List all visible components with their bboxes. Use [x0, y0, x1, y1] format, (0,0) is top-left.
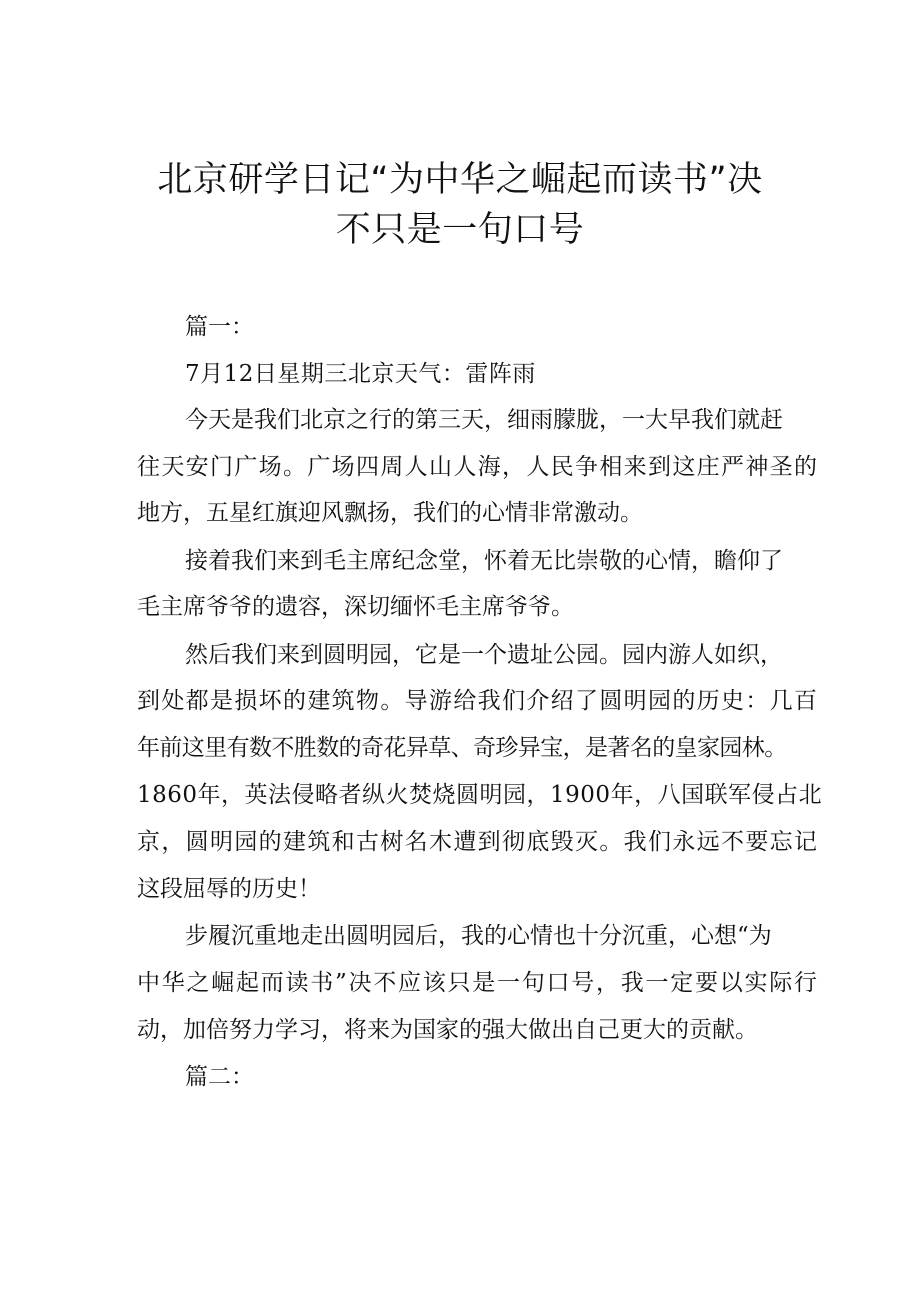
paragraph-4-line-1: 步履沉重地走出圆明园后，我的心情也十分沉重，心想“为 [185, 923, 772, 949]
document-title-line-2: 不只是一句口号 [335, 210, 585, 250]
paragraph-3-line-4: 1860年，英法侵略者纵火焚烧圆明园，1900年，八国联军侵占北 [137, 782, 823, 808]
paragraph-3-line-6: 这段屈辱的历史！ [137, 876, 321, 902]
diary-date-line: 7月12日星期三北京天气：雷阵雨 [185, 361, 536, 387]
paragraph-2-line-2: 毛主席爷爷的遗容，深切缅怀毛主席爷爷。 [137, 594, 574, 620]
paragraph-4-line-2: 中华之崛起而读书”决不应该只是一句口号，我一定要以实际行 [137, 970, 817, 996]
paragraph-1-line-3: 地方，五星红旗迎风飘扬，我们的心情非常激动。 [137, 500, 643, 526]
paragraph-3-line-3: 年前这里有数不胜数的奇花异草、奇珍异宝，是著名的皇家园林。 [137, 735, 787, 761]
paragraph-3-line-2: 到处都是损坏的建筑物。导游给我们介绍了圆明园的历史：几百 [137, 688, 817, 714]
paragraph-2-line-1: 接着我们来到毛主席纪念堂，怀着无比崇敬的心情，瞻仰了 [185, 548, 783, 574]
paragraph-1-line-2: 往天安门广场。广场四周人山人海，人民争相来到这庄严神圣的 [137, 454, 817, 480]
paragraph-1-line-1: 今天是我们北京之行的第三天，细雨朦胧，一大早我们就赶 [185, 407, 783, 433]
section-heading-1: 篇一： [185, 314, 254, 340]
paragraph-4-line-3: 动，加倍努力学习，将来为国家的强大做出自己更大的贡献。 [137, 1017, 758, 1043]
section-heading-2: 篇二： [185, 1064, 254, 1090]
paragraph-3-line-1: 然后我们来到圆明园，它是一个遗址公园。园内游人如织， [185, 642, 783, 668]
document-title-line-1: 北京研学日记“为中华之崛起而读书”决 [157, 160, 763, 200]
paragraph-3-line-5: 京，圆明园的建筑和古树名木遭到彻底毁灭。我们永远不要忘记 [137, 829, 817, 855]
